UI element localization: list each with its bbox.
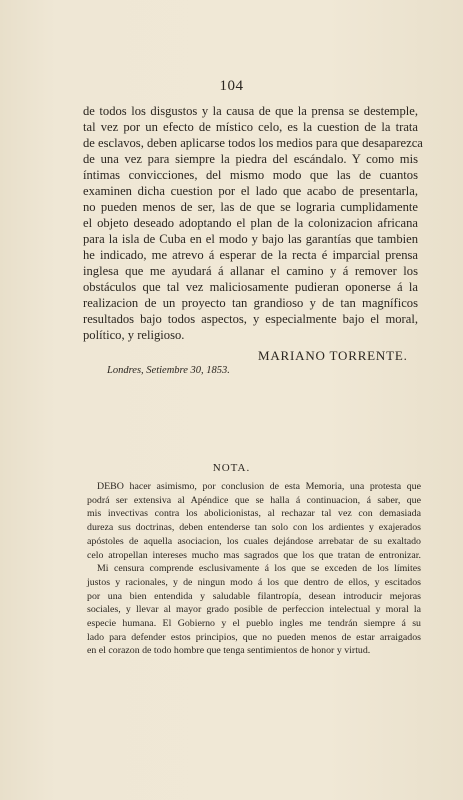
text-line: político, y religioso.: [83, 328, 185, 342]
note-line: DEBO hacer asimismo, por conclusion de esta Memoria, una protesta que: [97, 481, 421, 492]
note-line: mis invectivas contra los abolicionistas, al rechazar tal vez con demasiada: [87, 508, 421, 520]
note-line: podrá ser extensiva al Apéndice que se halla á continuacion, á saber, que: [87, 494, 421, 506]
note-line: especie humana. El Gobierno y el pueblo ingles me tendrán siempre á su: [87, 618, 421, 630]
text-line: he indicado, me atrevo á esperar de la recta é imparcial prensa: [83, 248, 418, 262]
text-line: realizacion de un proyecto tan grandioso y de tan magníficos: [83, 296, 418, 310]
text-line: inglesa que me ayudará á allanar el camino y á remover los: [83, 264, 418, 278]
note-line: celo atropellan intereses mucho mas sagrados que los que tratan de entronizar.: [87, 549, 421, 561]
text-line: de todos los disgustos y la causa de que la prensa se destemple,: [83, 104, 418, 118]
main-paragraph: [83, 103, 423, 343]
text-line: el objeto deseado adoptando el plan de la colonizacion africana: [83, 216, 418, 230]
dateline: Londres, Setiembre 30, 1853.: [107, 365, 230, 376]
note-line: Mi censura comprende esclusivamente á los que se exceden de los límites: [97, 563, 421, 575]
text-line: de esclavos, deben aplicarse todos los medios para que desaparezca: [83, 136, 423, 150]
text-line: íntimas convicciones, del mismo modo que las de cuantos: [83, 168, 418, 182]
note-line: en el corazon de todo hombre que tenga sentimientos de honor y virtud.: [87, 645, 371, 657]
note-paragraph: [87, 480, 421, 658]
page-number: 104: [219, 78, 244, 94]
note-line: dureza sus doctrinas, deben entenderse tan solo con los ardientes y exajerados: [87, 522, 421, 534]
text-line: de una vez para siempre la piedra del escándalo. Y como mis: [83, 152, 418, 166]
note-line: apóstoles de aquella asociacion, los cuales dejándose arrebatar de su exaltado: [87, 535, 421, 547]
text-line: examinen dicha cuestion por el lado que acabo de presentarla,: [83, 184, 418, 198]
note-line: sociales, y llevar al mayor grado posible de perfeccion intelectual y moral la: [87, 604, 421, 616]
note-line: justos y racionales, y de ningun modo á los que dentro de ellos, y escitados: [87, 576, 421, 588]
text-line: resultados bajo todos aspectos, y especialmente bajo el moral,: [83, 312, 418, 326]
note-title: NOTA.: [212, 462, 251, 474]
text-line: para la isla de Cuba en el modo y bajo las garantías que tambien: [83, 232, 418, 246]
note-line: lado para defender estos principios, que no pueden menos de estar arraigados: [87, 631, 421, 643]
note-line: por una bien entendida y saludable filantropía, desean introducir mejoras: [87, 590, 421, 602]
author-signature: MARIANO TORRENTE.: [258, 348, 408, 363]
text-line: obstáculos que tal vez maliciosamente pudieran oponerse á la: [83, 280, 418, 294]
text-line: tal vez por un efecto de místico celo, es la cuestion de la trata: [83, 120, 418, 134]
text-line: no pueden menos de ser, las de que se lograria cumplidamente: [83, 200, 418, 214]
